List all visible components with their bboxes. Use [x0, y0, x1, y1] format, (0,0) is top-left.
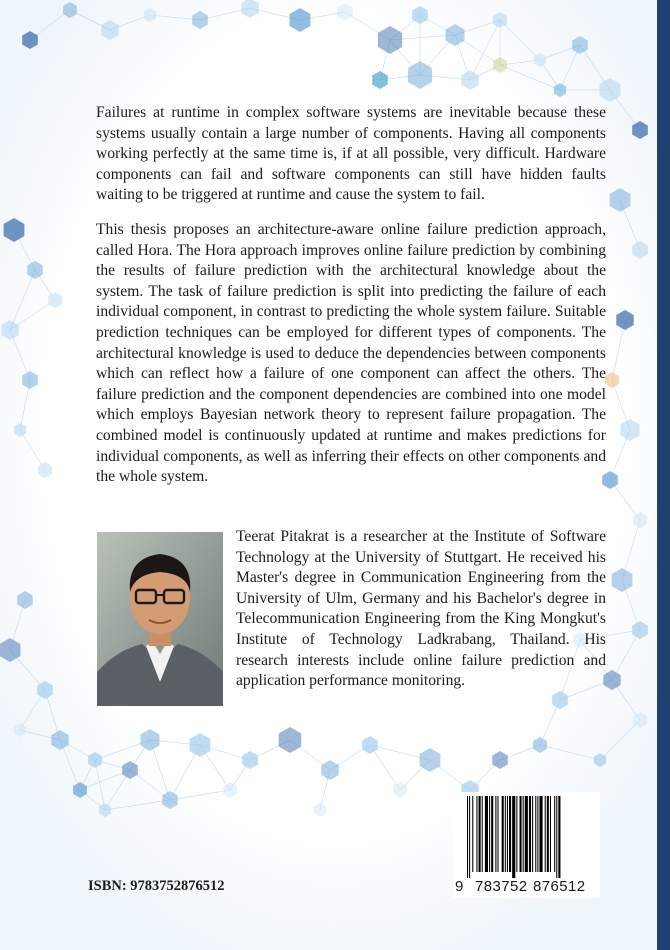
- barcode-bar: [467, 796, 468, 878]
- barcode-bar: [539, 796, 542, 872]
- barcode-bar: [476, 796, 477, 872]
- barcode-bar: [520, 796, 522, 872]
- isbn-label: ISBN: 9783752876512: [88, 878, 225, 894]
- barcode-bar: [472, 796, 473, 872]
- barcode-bar: [550, 796, 551, 872]
- barcode-bar: [469, 796, 470, 878]
- author-photo: [97, 532, 223, 706]
- isbn-barcode: [453, 792, 600, 898]
- barcode-bar: [529, 796, 531, 872]
- abstract-paragraph-2: This thesis proposes an architecture-aware online failure prediction approach, called Hora. The Hora approach improves online failure prediction by combining the results of failure prediction with the architectural knowledge about the system. The task of failure prediction is split into predicting the failure of each individual component, in contrast to predicting the whole system failure. Suitable prediction techniques can be employed for different types of components. The architectural knowledge is used to deduce the dependencies between components which can reflect how a failure of one component can affect the others. The failure prediction and the component dependencies are combined into one model which employs Bayesian network theory to represent failure propagation. The combined model is continuously updated at runtime and makes predictions for individual components, as well as inferring their effects on other components and the whole system.: [96, 220, 606, 486]
- barcode-bar: [523, 796, 524, 872]
- barcode-bar: [532, 796, 533, 872]
- barcode-bar: [535, 796, 536, 872]
- barcode-bar: [479, 796, 481, 872]
- barcode-bar: [516, 796, 517, 872]
- barcode-bar: [495, 796, 496, 872]
- barcode-bar: [545, 796, 546, 872]
- barcode-bar: [558, 796, 560, 878]
- barcode-bar: [491, 796, 493, 872]
- spine-edge: [657, 0, 670, 950]
- barcode-bars: [453, 792, 600, 878]
- barcode-bar: [537, 796, 538, 872]
- barcode-digits-left: 783752: [475, 878, 528, 895]
- barcode-digits-right: 876512: [533, 878, 586, 895]
- barcode-bar: [547, 796, 549, 872]
- barcode-digit-first: 9: [455, 878, 464, 895]
- barcode-bar: [554, 796, 555, 872]
- author-bio: Teerat Pitakrat is a researcher at the Institute of Software Technology at the University of Stuttgart. He received his Master's degree in Communication Engineering from the University of Ulm, Germany and his Bachelor's degree in Telecommunication Engineering from the King Mongkut's Institute of Technology Ladkrabang, Thailand. His research interests include online failure prediction and application performance monitoring.: [236, 528, 606, 690]
- barcode-bar: [497, 796, 498, 872]
- abstract-paragraph-1: Failures at runtime in complex software systems are inevitable because these systems usually contain a large number of components. Having all components working perfectly at the same time is, if at all possible, very difficult. Hardware components can fail and software components can still have hidden faults waiting to be triggered at runtime and cause the system to fail.: [96, 104, 606, 204]
- barcode-bar: [489, 796, 490, 872]
- barcode-bar: [485, 796, 488, 872]
- barcode-bar: [525, 796, 528, 872]
- barcode-bar: [556, 796, 557, 878]
- abstract-text: [96, 103, 606, 502]
- barcode-bar: [502, 796, 504, 872]
- barcode-bar: [507, 796, 508, 872]
- barcode-bar: [509, 796, 511, 872]
- barcode-bar: [505, 796, 506, 872]
- barcode-bar: [482, 796, 483, 872]
- barcode-bar: [512, 796, 515, 878]
